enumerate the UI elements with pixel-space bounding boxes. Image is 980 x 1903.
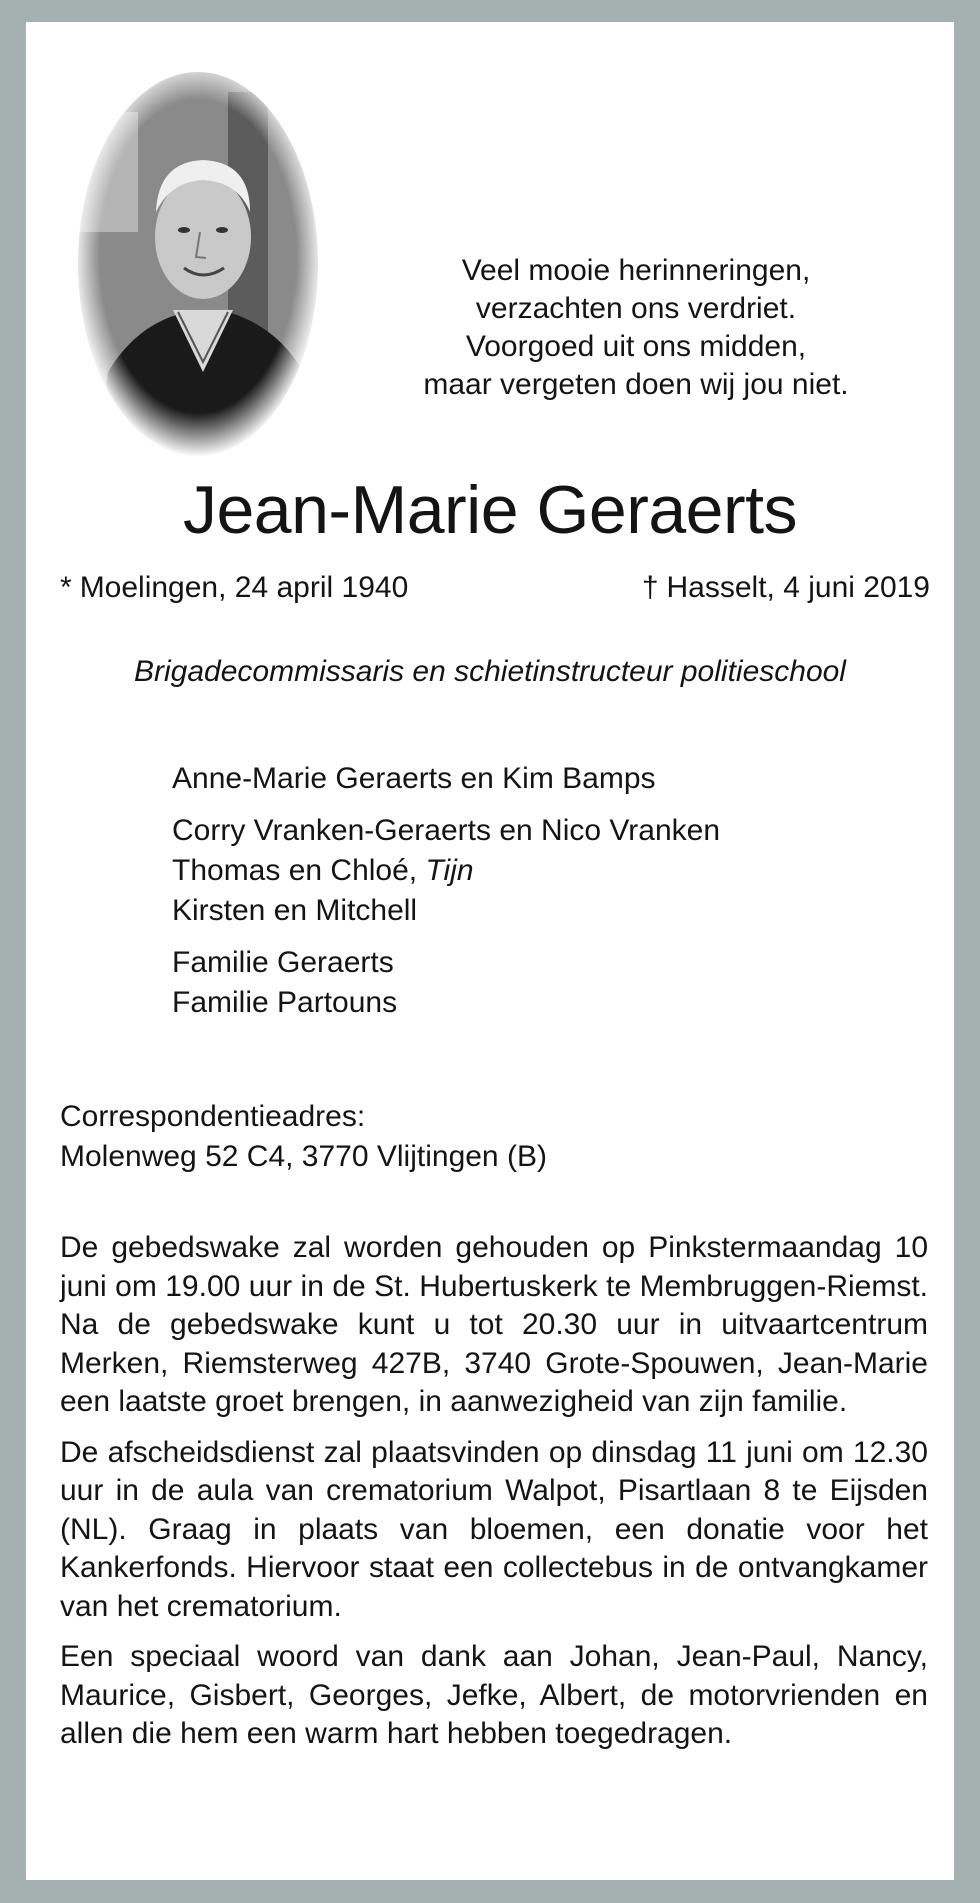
death-info — [642, 570, 930, 606]
family-group — [172, 759, 720, 799]
correspondence — [60, 1097, 547, 1177]
family-line: Kirsten en Mitchell — [172, 894, 418, 927]
family-line: Familie Geraerts — [172, 946, 394, 979]
paragraph-thanks: Een speciaal woord van dank aan Johan, Jean-Paul, Nancy, Maurice, Gisbert, Georges, Jefke, Albert, de motorvrienden en allen die hem een warm hart hebben toegedragen. — [60, 1640, 928, 1750]
paragraph-service: De afscheidsdienst zal plaatsvinden op dinsdag 11 juni om 12.30 uur in de aula van crematorium Walpot, Pisartlaan 8 te Eijsden (NL). Graag in plaats van bloemen, een donatie voor het Kankerfonds. Hiervoor staat een collectebus in de ontvangkamer van het crematorium. — [60, 1435, 928, 1623]
death-symbol: † — [641, 571, 659, 604]
paragraph-wake: De gebedswake zal worden gehouden op Pinkstermaandag 10 juni om 19.00 uur in de St. Hubertuskerk te Membruggen-Riemst. Na de gebedswake kunt u tot 20.30 uur in uitvaartcentrum Merken, Riemsterweg 427B, 3740 Grote-Spouwen, Jean-Marie een laatste groet brengen, in aanwezigheid van zijn familie. — [60, 1231, 928, 1418]
family-list — [172, 759, 720, 1035]
portrait-photo — [78, 72, 318, 457]
death-text: Hasselt, 4 juni 2019 — [666, 571, 930, 604]
family-line: Corry Vranken-Geraerts en Nico Vranken — [172, 814, 720, 847]
poem-line: Veel mooie herinneringen, — [461, 254, 811, 287]
family-line: Anne-Marie Geraerts en Kim Bamps — [172, 762, 656, 795]
poem-line: maar vergeten doen wij jou niet. — [423, 368, 849, 401]
obituary-card — [26, 22, 954, 1880]
announcement-text — [60, 1229, 928, 1766]
family-line: Familie Partouns — [172, 986, 398, 1019]
correspondence-address: Molenweg 52 C4, 3770 Vlijtingen (B) — [60, 1140, 547, 1173]
birth-info — [60, 570, 408, 606]
profession: Brigadecommissaris en schietinstructeur politieschool — [134, 655, 846, 688]
family-line-italic-name: Tijn — [425, 854, 474, 887]
family-group — [172, 811, 720, 931]
poem — [346, 252, 926, 404]
birth-symbol: * — [60, 571, 72, 604]
birth-text: Moelingen, 24 april 1940 — [79, 571, 409, 604]
family-group — [172, 943, 720, 1023]
deceased-name: Jean-Marie Geraerts — [182, 472, 798, 548]
correspondence-label: Correspondentieadres: — [60, 1100, 366, 1133]
family-line-names: Thomas en Chloé, — [172, 854, 426, 887]
poem-line: Voorgoed uit ons midden, — [465, 330, 807, 363]
family-line — [172, 851, 720, 891]
poem-line: verzachten ons verdriet. — [475, 292, 797, 325]
